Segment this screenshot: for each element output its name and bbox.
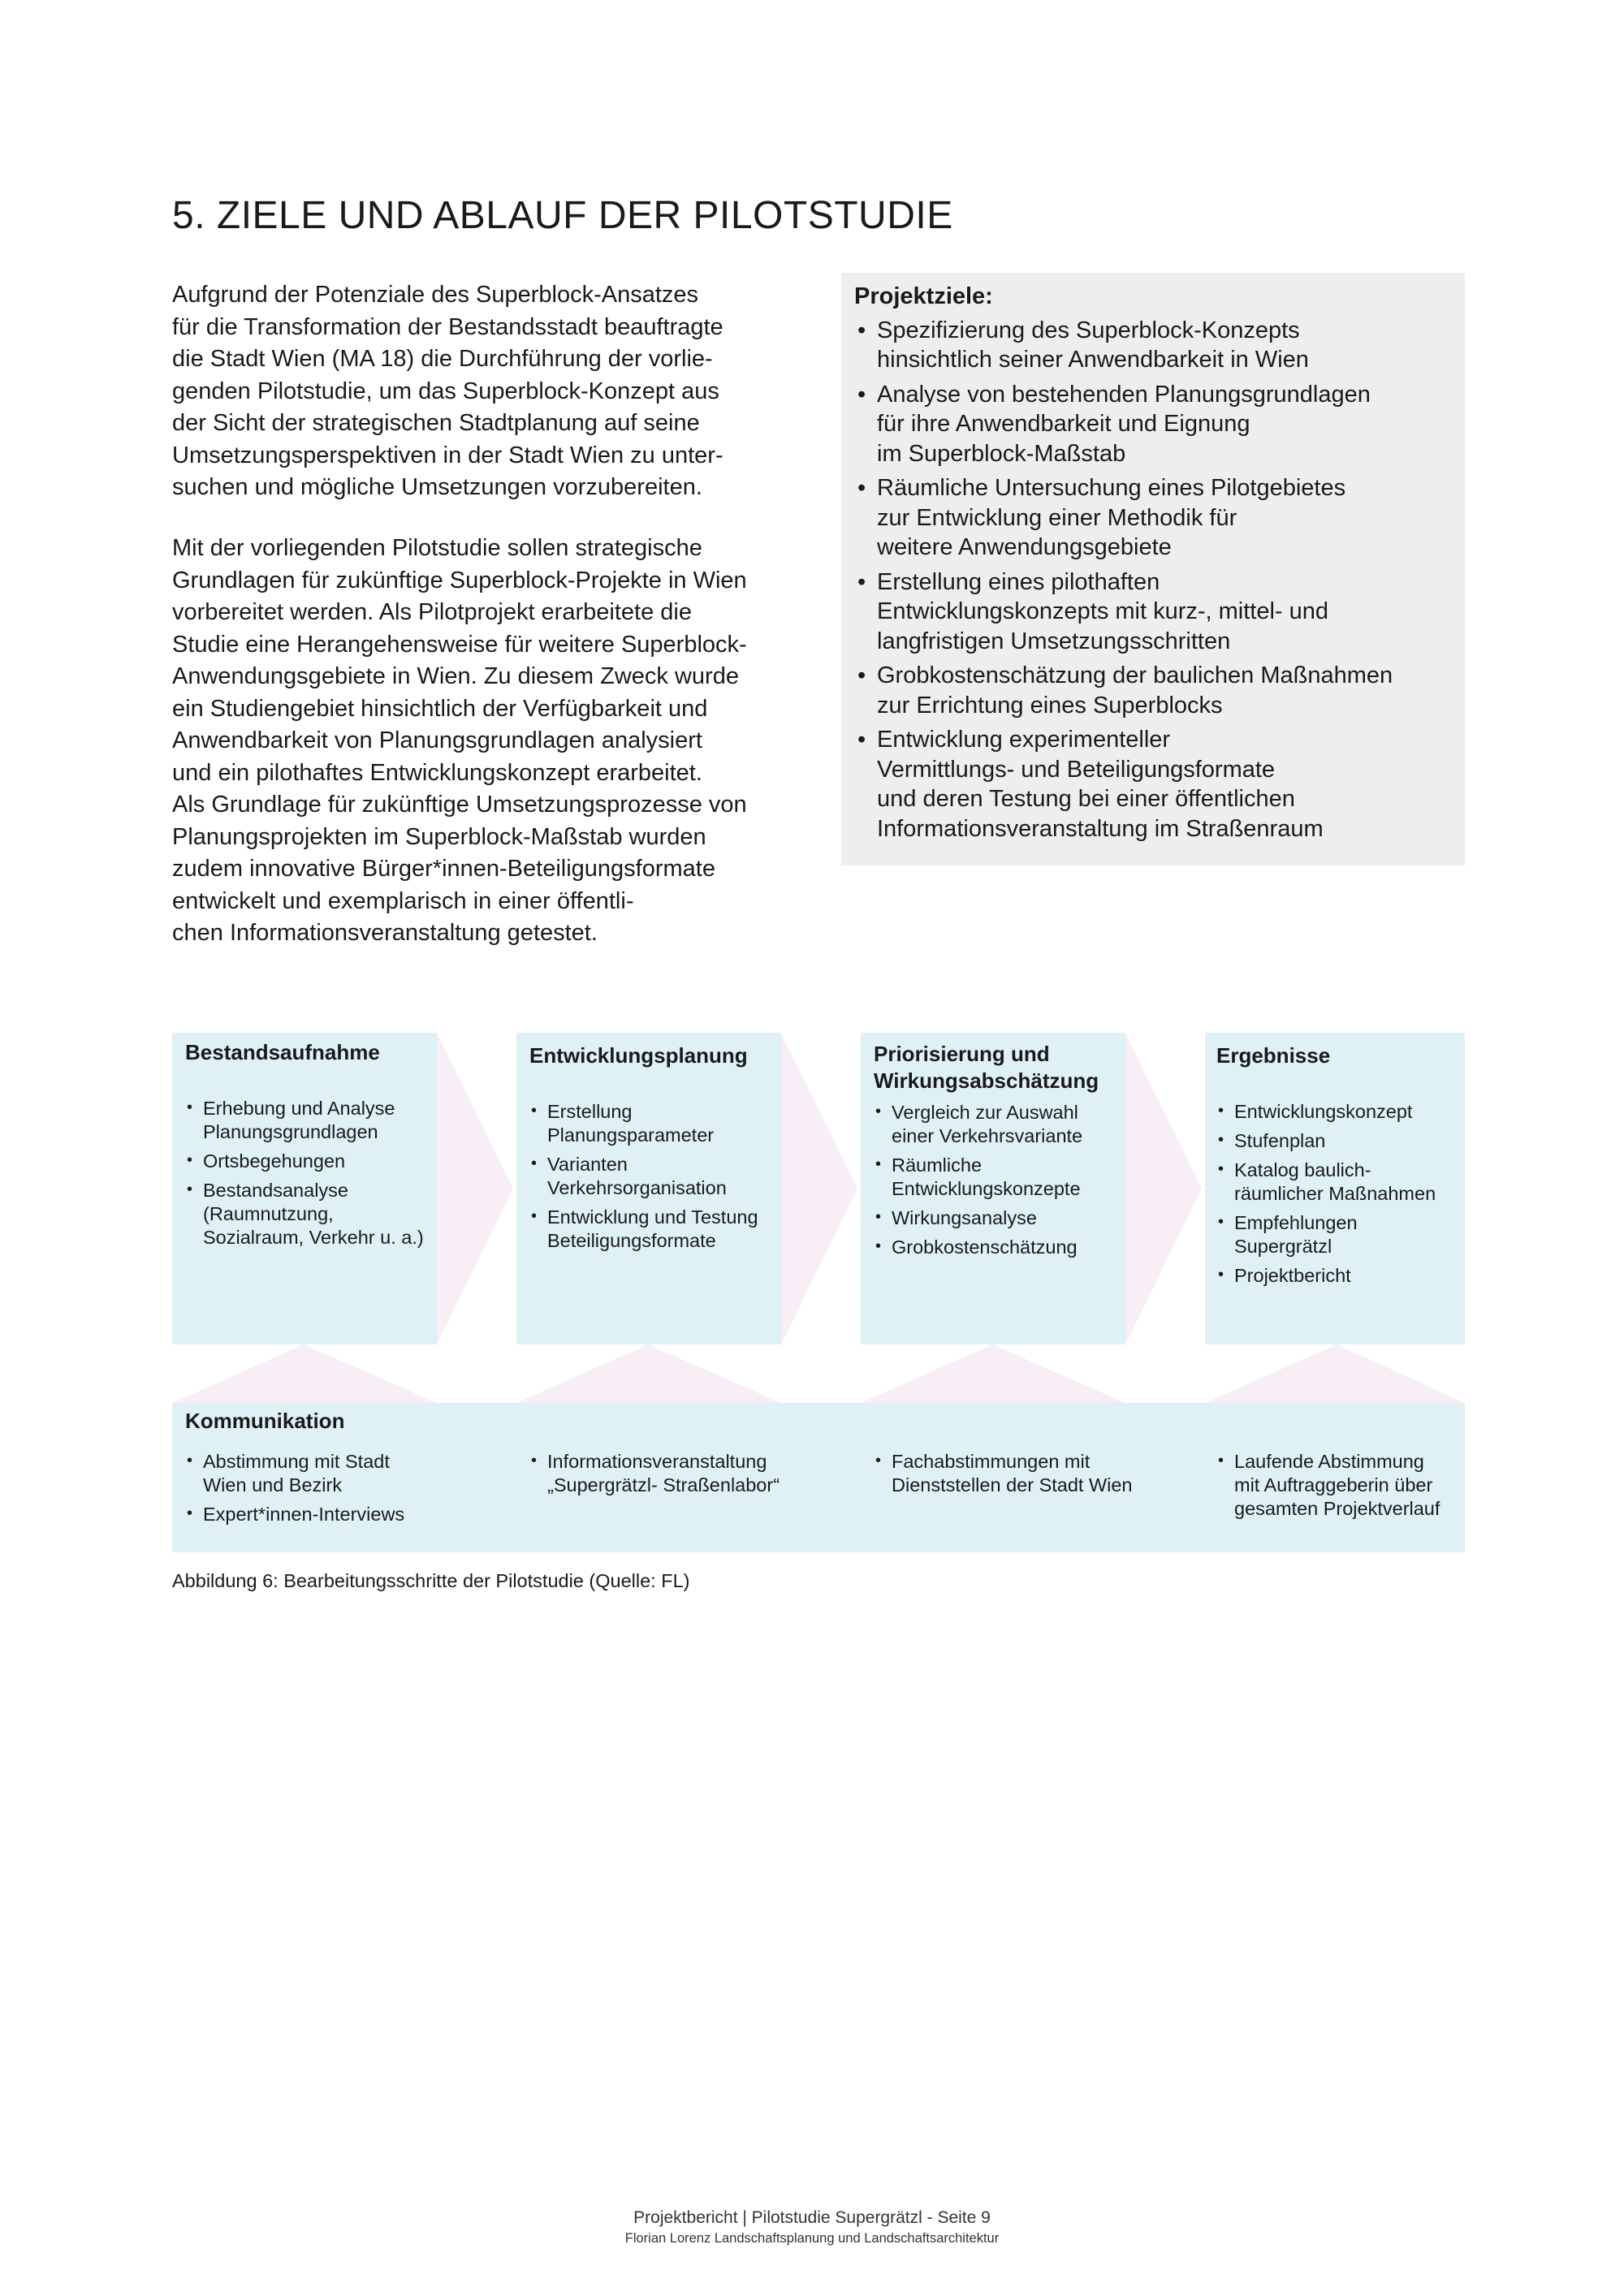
text-line: Katalog baulich- xyxy=(1234,1159,1371,1180)
intro-line: Anwendungsgebiete in Wien. Zu diesem Zweck wurde xyxy=(172,663,739,689)
arrow-chevron xyxy=(781,1033,857,1344)
text-line: Beteiligungsformate xyxy=(547,1230,716,1251)
footer-title: Projektbericht | Pilotstudie Supergrätzl - Seite 9 xyxy=(633,2208,991,2227)
text-line: (Raumnutzung, xyxy=(203,1203,334,1224)
intro-line: Als Grundlage für zukünftige Umsetzungsprozesse von xyxy=(172,792,747,818)
intro-line: Anwendbarkeit von Planungsgrundlagen analysiert xyxy=(172,727,702,753)
text-line: räumlicher Maßnahmen xyxy=(1234,1183,1436,1204)
stage-title xyxy=(185,1039,429,1066)
stage-list-item xyxy=(529,1153,773,1200)
stage-list-item xyxy=(874,1101,1117,1148)
text-line: Planungsgrundlagen xyxy=(203,1121,378,1142)
text-line: Stufenplan xyxy=(1234,1130,1326,1151)
text-line: Fachabstimmungen mit xyxy=(892,1451,1091,1472)
text-line: Entwicklung und Testung xyxy=(547,1206,758,1228)
text-line: und deren Testung bei einer öffentlichen xyxy=(877,786,1295,812)
text-line: Entwicklungsplanung xyxy=(529,1043,748,1068)
text-line: Entwicklungskonzepts mit kurz-, mittel- und xyxy=(877,598,1329,624)
stage-list-item xyxy=(185,1097,429,1144)
text-line: Erstellung eines pilothaften xyxy=(877,568,1160,595)
intro-line: suchen und mögliche Umsetzungen vorzubereiten. xyxy=(172,474,702,500)
text-line: Varianten xyxy=(547,1154,628,1175)
intro-line: für die Transformation der Bestandsstadt beauftragte xyxy=(172,313,723,340)
page-title: 5. ZIELE UND ABLAUF DER PILOTSTUDIE xyxy=(172,194,953,237)
text-line: Erstellung xyxy=(547,1101,633,1122)
intro-line: entwickelt und exemplarisch in einer öffentli- xyxy=(172,887,634,914)
communication-items xyxy=(185,1450,429,1526)
text-line: „Supergrätzl- Straßenlabor“ xyxy=(547,1474,780,1495)
text-line: Räumliche xyxy=(892,1154,983,1176)
text-line: zur Errichtung eines Superblocks xyxy=(877,692,1223,719)
text-line: Entwicklungskonzept xyxy=(1234,1101,1413,1122)
intro-line: ein Studiengebiet hinsichtlich der Verfügbarkeit und xyxy=(172,695,708,722)
text-line: Empfehlungen xyxy=(1234,1212,1358,1233)
text-line: Räumliche Untersuchung eines Pilotgebietes xyxy=(877,475,1346,501)
communication-column xyxy=(1216,1450,1460,1526)
text-line: Wirkungsanalyse xyxy=(892,1207,1037,1228)
arrow-up xyxy=(516,1344,781,1403)
text-line: Wirkungsabschätzung xyxy=(874,1068,1099,1093)
stage-list-item xyxy=(529,1206,773,1253)
text-line: Planungsparameter xyxy=(547,1124,715,1146)
text-line: Entwicklungskonzepte xyxy=(892,1178,1081,1199)
intro-line: die Stadt Wien (MA 18) die Durchführung der vorlie- xyxy=(172,346,713,372)
text-line: Wien und Bezirk xyxy=(203,1474,343,1495)
communication-list-item xyxy=(185,1450,429,1497)
text-line: Laufende Abstimmung xyxy=(1234,1451,1424,1472)
text-line: Informationsveranstaltung xyxy=(547,1451,767,1472)
text-line: Supergrätzl xyxy=(1234,1236,1332,1257)
intro-line: Planungsprojekten im Superblock-Maßstab wurden xyxy=(172,823,706,850)
text-line: weitere Anwendungsgebiete xyxy=(877,534,1172,560)
stage-list-item xyxy=(1216,1129,1457,1153)
stage-items xyxy=(874,1101,1117,1259)
stage-list-item xyxy=(1216,1100,1457,1124)
stage-list-item xyxy=(185,1179,429,1249)
stage-list-item xyxy=(1216,1159,1457,1206)
stage-bestandsaufnahme xyxy=(185,1039,429,1255)
project-goals-title: Projektziele: xyxy=(854,283,993,309)
stage-title xyxy=(874,1041,1117,1094)
text-line: Dienststellen der Stadt Wien xyxy=(892,1474,1133,1495)
stage-list-item xyxy=(874,1236,1117,1259)
stage-items xyxy=(529,1100,773,1253)
text-line: Informationsveranstaltung im Straßenraum xyxy=(877,815,1324,842)
text-line: mit Auftraggeberin über xyxy=(1234,1474,1433,1495)
stage-list-item xyxy=(529,1100,773,1147)
intro-line: zudem innovative Bürger*innen-Beteiligungsformate xyxy=(172,856,715,882)
intro-line: chen Informationsveranstaltung getestet. xyxy=(172,920,598,946)
text-line: Erhebung und Analyse xyxy=(203,1098,395,1119)
arrow-up xyxy=(1205,1344,1465,1403)
text-line: Analyse von bestehenden Planungsgrundlagen xyxy=(877,381,1371,408)
intro-line: genden Pilotstudie, um das Superblock-Konzept aus xyxy=(172,378,719,404)
stage-title xyxy=(529,1042,773,1069)
stage-list-item xyxy=(874,1154,1117,1201)
communication-items xyxy=(874,1450,1134,1497)
arrow-chevron xyxy=(437,1033,513,1344)
arrow-up xyxy=(172,1344,437,1403)
communication-items xyxy=(1216,1450,1460,1521)
communication-list-item xyxy=(874,1450,1134,1497)
intro-line: vorbereitet werden. Als Pilotprojekt erarbeitete die xyxy=(172,599,692,625)
intro-line: der Sicht der strategischen Stadtplanung auf seine xyxy=(172,410,700,436)
communication-items xyxy=(529,1450,789,1497)
stage-title xyxy=(1216,1042,1457,1069)
communication-list-item xyxy=(529,1450,789,1497)
footer-author: Florian Lorenz Landschaftsplanung und Landschaftsarchitektur xyxy=(624,2231,1000,2246)
text-line: Projektbericht xyxy=(1234,1265,1351,1286)
text-line: Verkehrsorganisation xyxy=(547,1177,727,1198)
stage-list-item xyxy=(185,1150,429,1173)
stage-items xyxy=(1216,1100,1457,1288)
arrow-up xyxy=(861,1344,1125,1403)
text-line: im Superblock-Maßstab xyxy=(877,440,1126,467)
text-line: Grobkostenschätzung der baulichen Maßnahmen xyxy=(877,662,1393,688)
intro-line: Umsetzungsperspektiven in der Stadt Wien zu unter- xyxy=(172,442,723,468)
figure-caption: Abbildung 6: Bearbeitungsschritte der Pilotstudie (Quelle: FL) xyxy=(172,1570,690,1591)
text-line: Expert*innen-Interviews xyxy=(203,1504,405,1525)
communication-column xyxy=(185,1450,429,1532)
communication-column xyxy=(529,1450,789,1503)
intro-line: Grundlagen für zukünftige Superblock-Projekte in Wien xyxy=(172,567,747,593)
stage-entwicklungsplanung xyxy=(529,1042,773,1258)
text-line: zur Entwicklung einer Methodik für xyxy=(877,504,1237,531)
stage-list-item xyxy=(1216,1264,1457,1288)
stage-items xyxy=(185,1097,429,1249)
text-line: Priorisierung und xyxy=(874,1042,1050,1066)
text-line: Abstimmung mit Stadt xyxy=(203,1451,390,1472)
intro-line: und ein pilothaftes Entwicklungskonzept erarbeitet. xyxy=(172,759,702,786)
communication-list-item xyxy=(185,1503,429,1526)
text-line: einer Verkehrsvariante xyxy=(892,1125,1083,1146)
stage-list-item xyxy=(874,1206,1117,1230)
intro-line: Studie eine Herangehensweise für weitere Superblock- xyxy=(172,631,747,658)
text-line: Spezifizierung des Superblock-Konzepts xyxy=(877,317,1300,343)
intro-line: Mit der vorliegenden Pilotstudie sollen strategische xyxy=(172,535,702,561)
stage-list-item xyxy=(1216,1211,1457,1258)
text-line: gesamten Projektverlauf xyxy=(1234,1498,1440,1519)
text-line: Ortsbegehungen xyxy=(203,1150,346,1172)
text-line: für ihre Anwendbarkeit und Eignung xyxy=(877,411,1250,437)
text-line: Ergebnisse xyxy=(1216,1043,1331,1068)
communication-list-item xyxy=(1216,1450,1460,1521)
text-line: Grobkostenschätzung xyxy=(892,1236,1078,1258)
text-line: Entwicklung experimenteller xyxy=(877,727,1171,753)
stage-ergebnisse xyxy=(1216,1042,1457,1293)
stage-priorisierung xyxy=(874,1041,1117,1265)
arrow-chevron xyxy=(1125,1033,1202,1344)
text-line: Bestandsaufnahme xyxy=(185,1040,380,1064)
text-line: Bestandsanalyse xyxy=(203,1180,348,1201)
text-line: langfristigen Umsetzungsschritten xyxy=(877,628,1231,654)
text-line: Vermittlungs- und Beteiligungsformate xyxy=(877,756,1276,783)
communication-column xyxy=(874,1450,1134,1503)
communication-title: Kommunikation xyxy=(185,1409,345,1433)
text-line: Vergleich zur Auswahl xyxy=(892,1102,1078,1123)
text-line: Sozialraum, Verkehr u. a.) xyxy=(203,1227,424,1248)
intro-line: Aufgrund der Potenziale des Superblock-Ansatzes xyxy=(172,282,699,308)
text-line: hinsichtlich seiner Anwendbarkeit in Wien xyxy=(877,347,1309,373)
